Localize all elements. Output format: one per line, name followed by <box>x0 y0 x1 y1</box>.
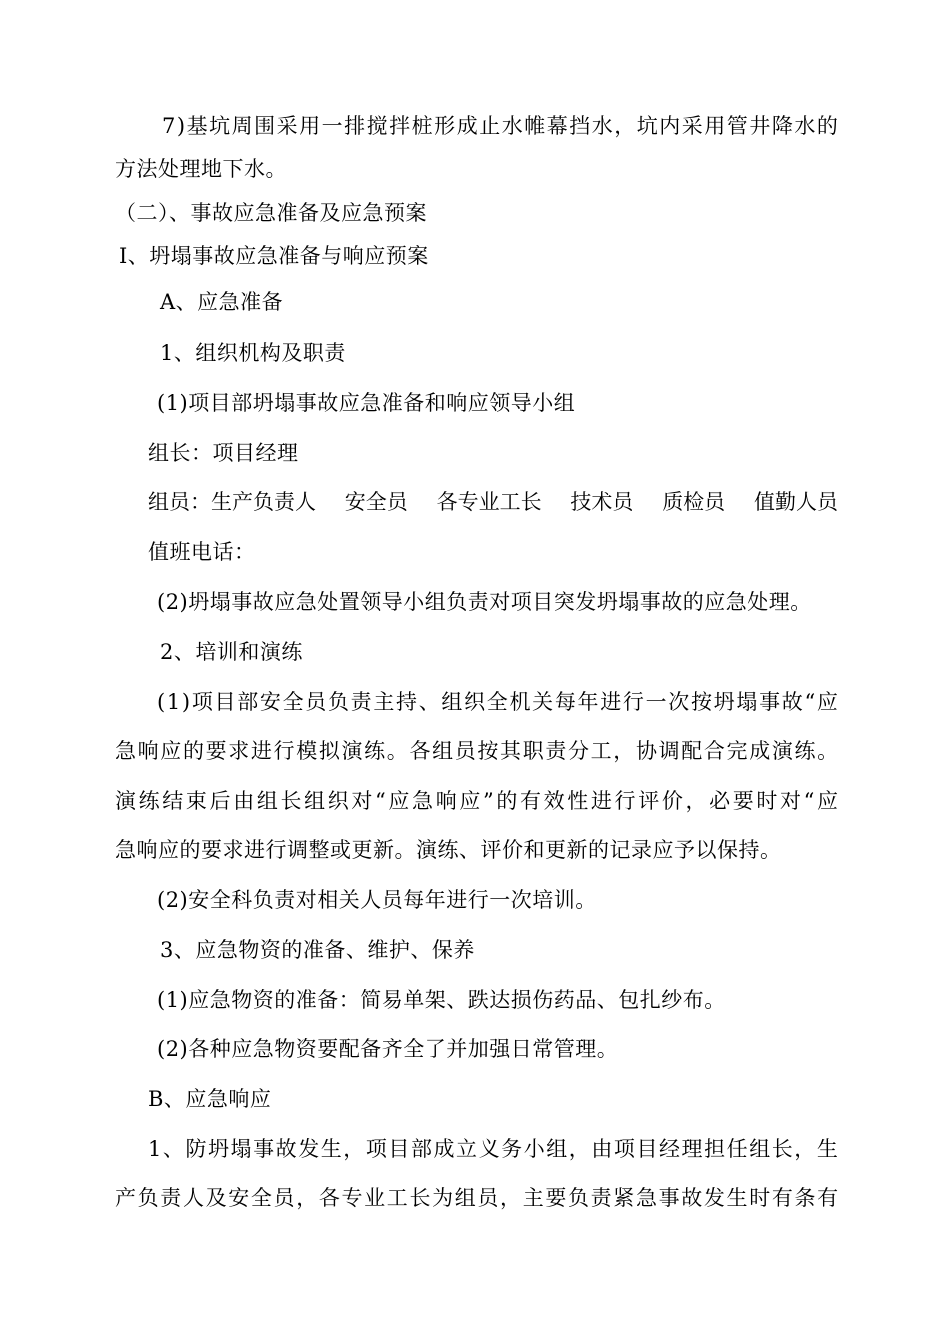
a2-item1-line4: 急响应的要求进行调整或更新。演练、评价和更新的记录应予以保持。 <box>115 838 782 862</box>
paragraph-line <box>115 836 782 864</box>
a3-item1: (1)应急物资的准备：简易单架、跌达损伤药品、包扎纱布。 <box>157 988 726 1012</box>
paragraph-line <box>157 688 838 716</box>
paragraph-line <box>157 1035 618 1063</box>
duty-phone: 值班电话： <box>148 540 256 564</box>
member-item: 值勤人员 <box>753 490 838 514</box>
member-item: 安全员 <box>344 490 408 514</box>
b-title: B、应急响应 <box>148 1087 272 1111</box>
members-label: 组员：生产负责人 <box>148 490 316 514</box>
a-title: A、应急准备 <box>160 290 284 314</box>
section2-title: （二）、事故应急准备及应急预案 <box>115 201 427 225</box>
subsection-heading <box>160 288 283 316</box>
a1-item1: (1)项目部坍塌事故应急准备和响应领导小组 <box>157 391 576 415</box>
a3-item2: (2)各种应急物资要配备齐全了并加强日常管理。 <box>157 1037 619 1061</box>
paragraph-line <box>115 787 841 815</box>
paragraph-line <box>157 389 575 417</box>
subsection-heading <box>160 638 303 666</box>
a2-title: 2、培训和演练 <box>160 640 303 664</box>
paragraph-line <box>157 886 597 914</box>
a2-item2: (2)安全科负责对相关人员每年进行一次培训。 <box>157 888 597 912</box>
a2-item1-line1: (1)项目部安全员负责主持、组织全机关每年进行一次按坍塌事故“应 <box>157 690 840 714</box>
text-p1-line1: 7)基坑周围采用一排搅拌桩形成止水帷幕挡水，坑内采用管井降水的 <box>162 114 840 138</box>
paragraph-line <box>162 112 838 140</box>
subsection-heading <box>160 339 346 367</box>
paragraph-line <box>157 986 726 1014</box>
a1-item2: (2)坍塌事故应急处置领导小组负责对项目突发坍塌事故的应急处理。 <box>157 590 812 614</box>
a2-item1-line3: 演练结束后由组长组织对“应急响应”的有效性进行评价，必要时对“应 <box>115 789 841 813</box>
paragraph-line <box>115 737 838 765</box>
paragraph-line <box>115 1184 838 1212</box>
paragraph-line <box>148 1135 838 1163</box>
subsection-heading <box>160 936 475 964</box>
member-item: 各专业工长 <box>436 490 542 514</box>
leader-text: 组长：项目经理 <box>148 441 299 465</box>
b1-line2: 产负责人及安全员，各专业工长为组员，主要负责紧急事故发生时有条有 <box>115 1186 840 1210</box>
subsection-heading <box>148 1085 271 1113</box>
section-heading <box>119 242 429 270</box>
a2-item1-line2: 急响应的要求进行模拟演练。各组员按其职责分工，协调配合完成演练。 <box>115 739 840 763</box>
text-p1-line2: 方法处理地下水。 <box>115 157 287 181</box>
paragraph-line <box>115 155 287 183</box>
members-row <box>148 488 838 516</box>
paragraph-line <box>157 588 812 616</box>
b1-line1: 1、防坍塌事故发生，项目部成立义务小组，由项目经理担任组长，生 <box>148 1137 840 1161</box>
member-item: 技术员 <box>570 490 634 514</box>
part1-title: Ⅰ、坍塌事故应急准备与响应预案 <box>119 244 429 268</box>
member-item: 质检员 <box>662 490 726 514</box>
a1-title: 1、组织机构及职责 <box>160 341 346 365</box>
section-heading <box>115 199 427 227</box>
paragraph-line <box>148 538 256 566</box>
paragraph-line <box>148 439 299 467</box>
a3-title: 3、应急物资的准备、维护、保养 <box>160 938 475 962</box>
